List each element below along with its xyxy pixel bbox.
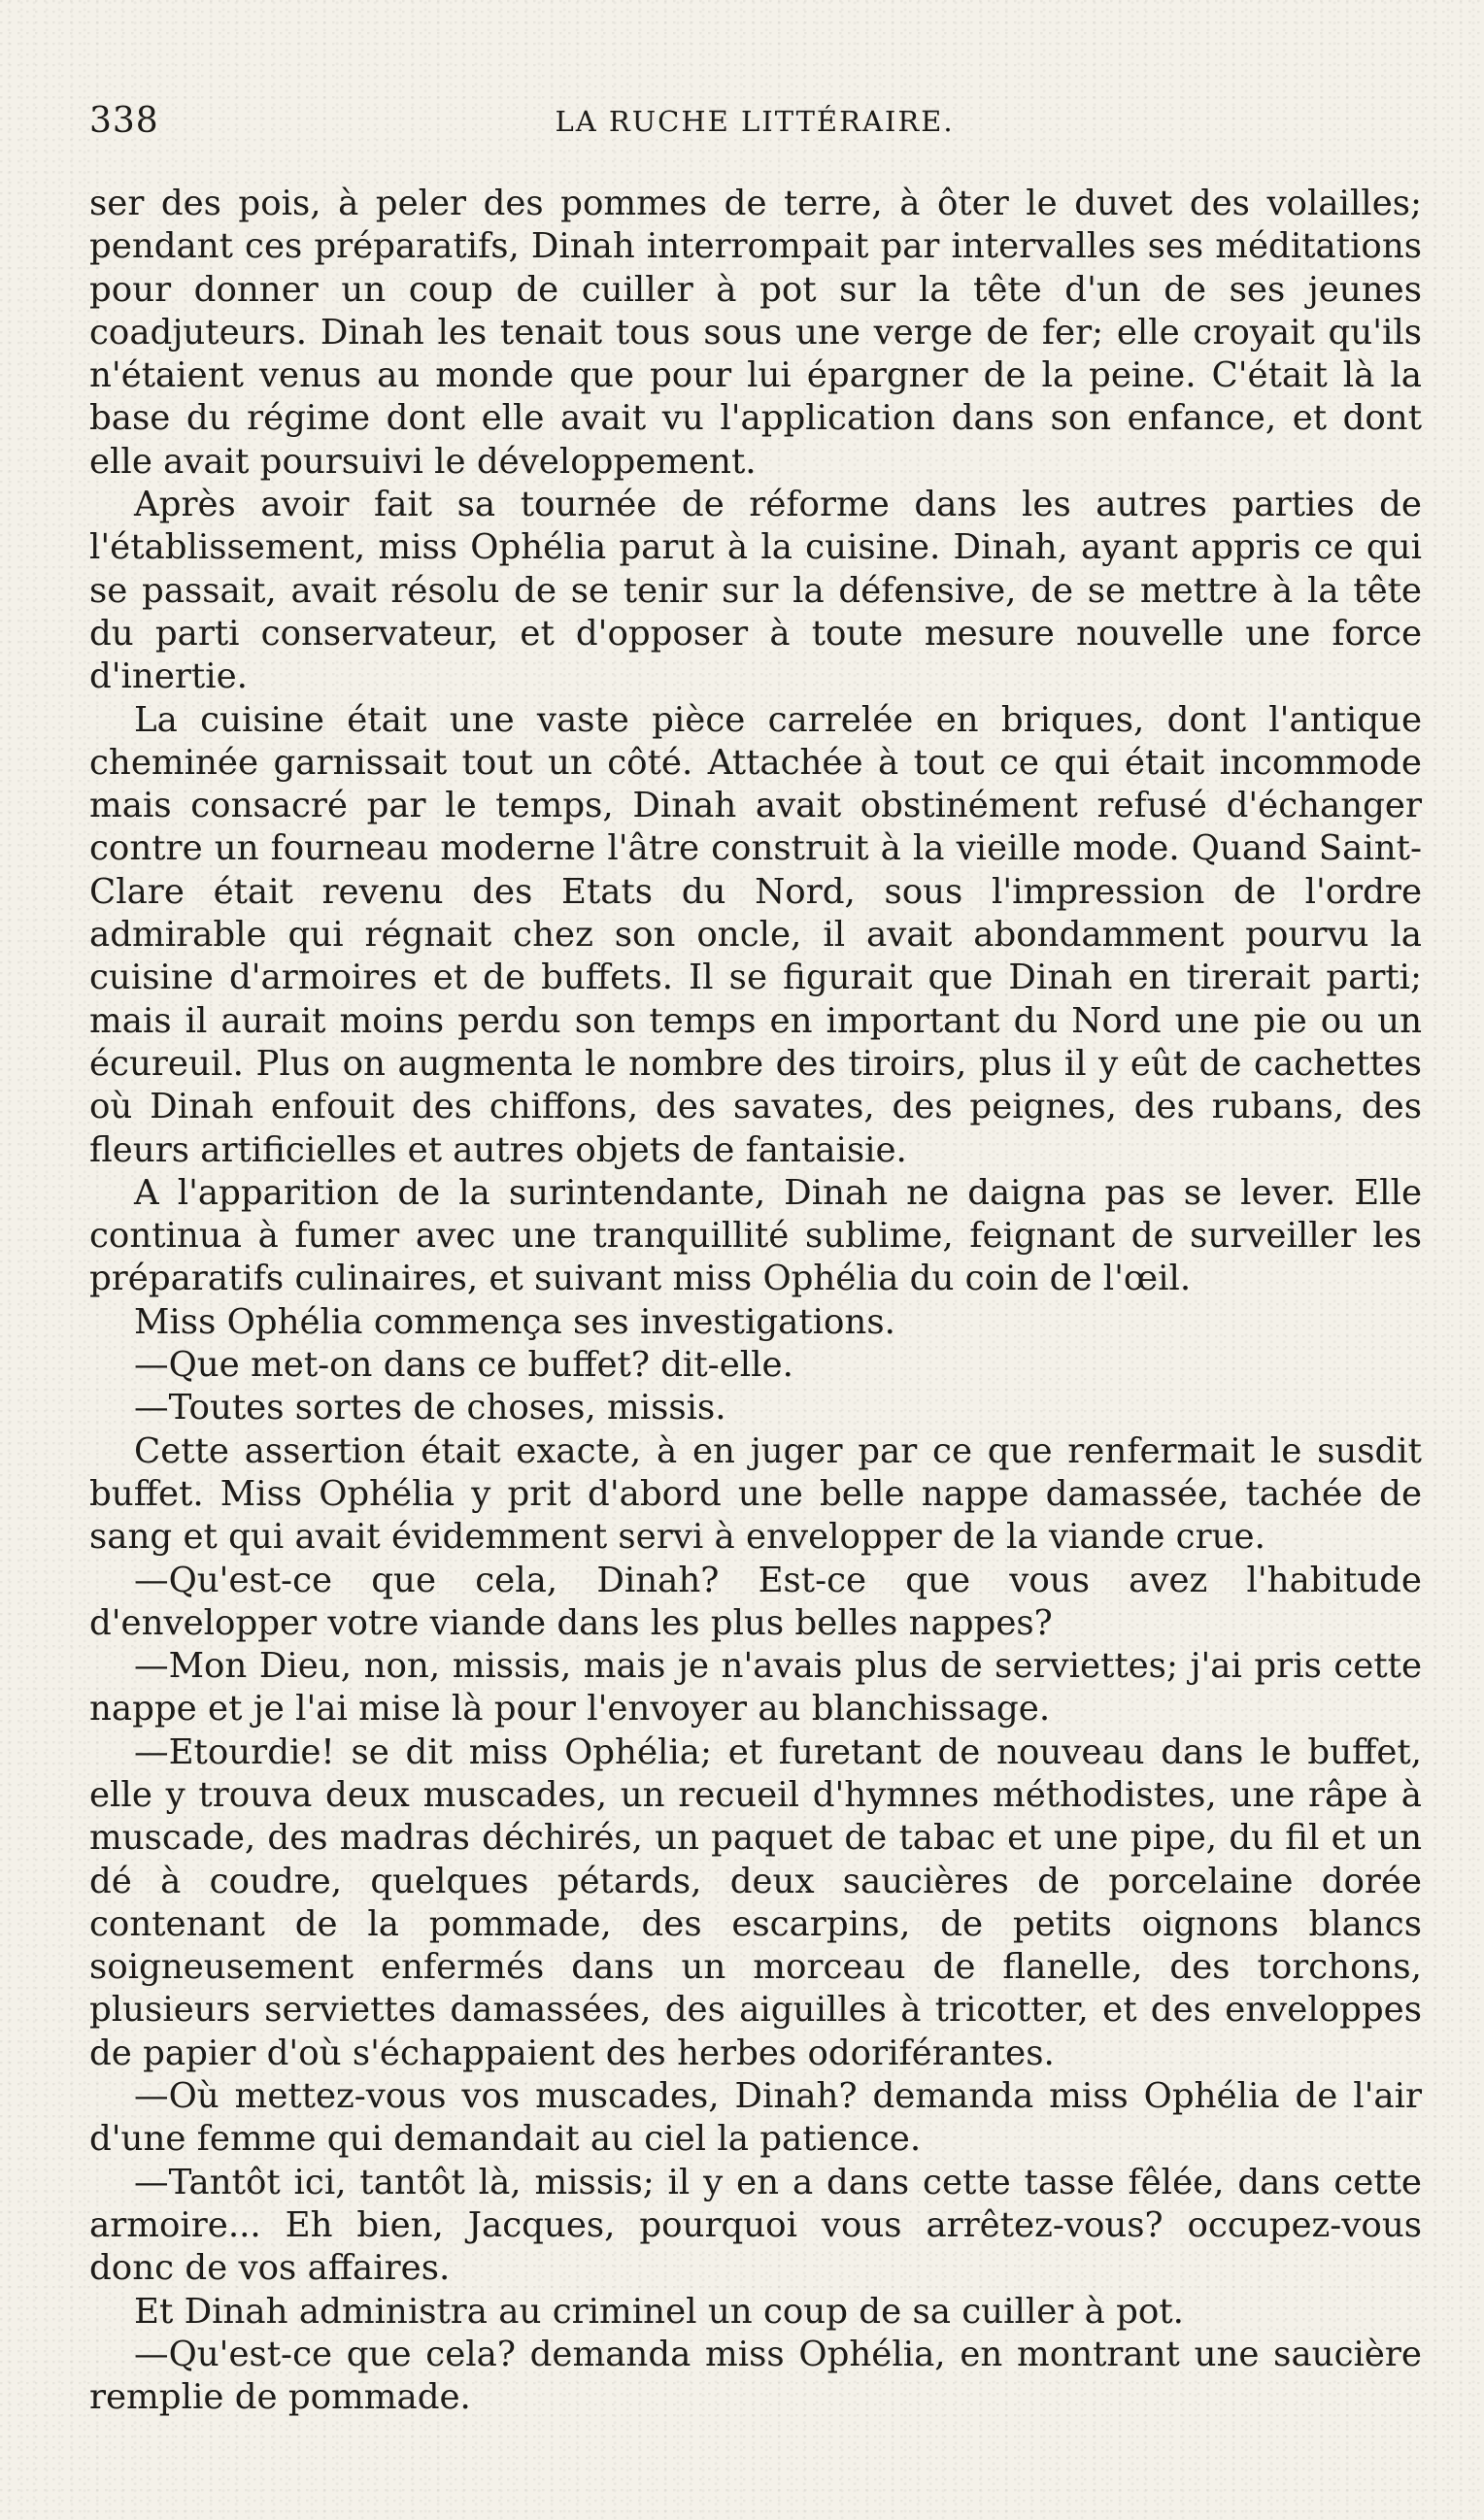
paragraph: Miss Ophélia commença ses investigations. — [134, 1301, 895, 1342]
paragraph: —Qu'est-ce que cela? demanda miss Ophélia, en montrant une saucière remplie de pommade. — [89, 2334, 1422, 2418]
paragraph: Cette assertion était exacte, à en juger par ce que renfermait le susdit buffet. Miss Ophélia y prit d'abord une belle nappe damassée, tachée de sang et qui avait évidemment servi à envelopper de la viande crue. — [89, 1430, 1422, 1558]
paragraph: La cuisine était une vaste pièce carrelée en briques, dont l'antique cheminée garnissait tout un côté. Attachée à tout ce qui était incommode mais consacré par le temps, Dinah avait obstinément refusé d'échanger contre un fourneau moderne l'âtre construit à la vieille mode. Quand Saint-Clare était revenu des Etats du Nord, sous l'impression de l'ordre admirable qui régnait chez son oncle, il avait abondamment pourvu la cuisine d'armoires et de buffets. Il se figurait que Dinah en tirerait parti; mais il aurait moins perdu son temps en important du Nord une pie ou un écureuil. Plus on augmenta le nombre des tiroirs, plus il y eût de cachettes où Dinah enfouit des chiffons, des savates, des peignes, des rubans, des fleurs artificielles et autres objets de fantaisie. — [89, 699, 1422, 1170]
paragraph: —Mon Dieu, non, missis, mais je n'avais plus de serviettes; j'ai pris cette nappe et je l'ai mise là pour l'envoyer au blanchissage. — [89, 1646, 1422, 1730]
page-number: 338 — [89, 101, 159, 141]
page-header — [89, 101, 1420, 146]
paragraph: —Toutes sortes de choses, missis. — [134, 1388, 726, 1428]
body-text — [89, 183, 1422, 2419]
paragraph: —Etourdie! se dit miss Ophélia; et furetant de nouveau dans le buffet, elle y trouva deux muscades, un recueil d'hymnes méthodistes, une râpe à muscade, des madras déchirés, un paquet de tabac et une pipe, du fil et un dé à coudre, quelques pétards, deux saucières de porcelaine dorée contenant de la pommade, des escarpins, de petits oignons blancs soigneusement enfermés dans un morceau de flanelle, des torchons, plusieurs serviettes damassées, des aiguilles à tricotter, et des enveloppes de papier d'où s'échappaient des herbes odoriférantes. — [89, 1731, 1422, 2073]
paragraph: A l'apparition de la surintendante, Dinah ne daigna pas se lever. Elle continua à fumer avec une tranquillité sublime, feignant de surveiller les préparatifs culinaires, et suivant miss Ophélia du coin de l'œil. — [89, 1172, 1422, 1299]
running-title: LA RUCHE LITTÉRAIRE. — [555, 105, 955, 138]
paragraph: —Que met-on dans ce buffet? dit-elle. — [134, 1345, 793, 1386]
paragraph: ser des pois, à peler des pommes de terre, à ôter le duvet des volailles; pendant ces préparatifs, Dinah interrompait par intervalles ses méditations pour donner un coup de cuiller à pot sur la tête d'un de ses jeunes coadjuteurs. Dinah les tenait tous sous une verge de fer; elle croyait qu'ils n'étaient venus au monde que pour lui épargner de la peine. C'était là la base du régime dont elle avait vu l'application dans son enfance, et dont elle avait poursuivi le développement. — [89, 184, 1422, 482]
paragraph: —Où mettez-vous vos muscades, Dinah? demanda miss Ophélia de l'air d'une femme qui demandait au ciel la patience. — [89, 2076, 1422, 2160]
paragraph: —Qu'est-ce que cela, Dinah? Est-ce que vous avez l'habitude d'envelopper votre viande dans les plus belles nappes? — [89, 1560, 1422, 1643]
paragraph: Après avoir fait sa tournée de réforme dans les autres parties de l'établissement, miss Ophélia parut à la cuisine. Dinah, ayant appris ce qui se passait, avait résolu de se tenir sur la défensive, de se mettre à la tête du parti conservateur, et d'opposer à toute mesure nouvelle une force d'inertie. — [89, 485, 1422, 697]
paragraph: Et Dinah administra au criminel un coup de sa cuiller à pot. — [134, 2291, 1184, 2332]
paragraph: —Tantôt ici, tantôt là, missis; il y en a dans cette tasse fêlée, dans cette armoire... Eh bien, Jacques, pourquoi vous arrêtez-vous? occupez-vous donc de vos affaires. — [89, 2162, 1422, 2289]
